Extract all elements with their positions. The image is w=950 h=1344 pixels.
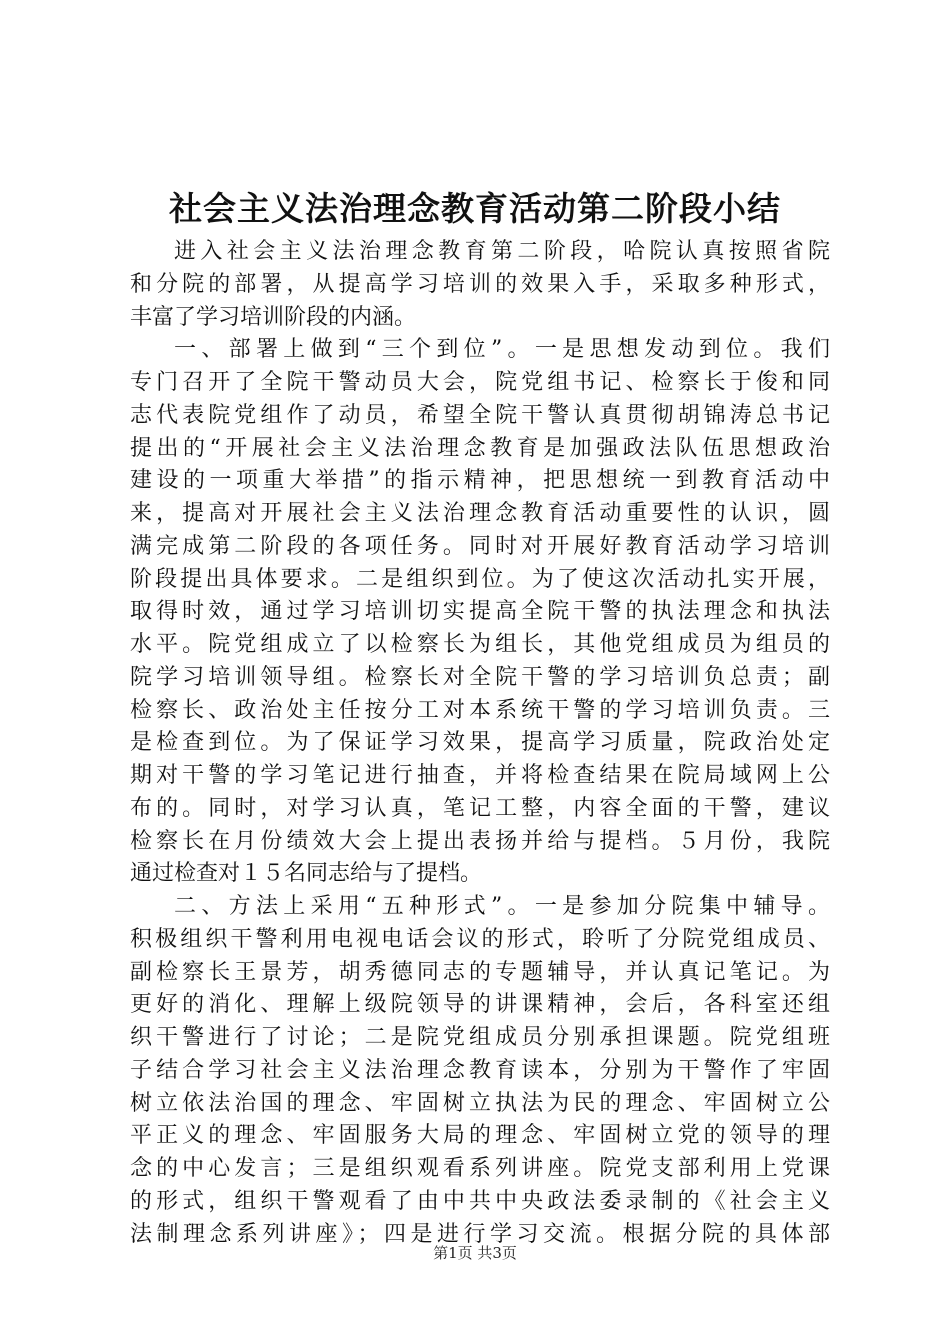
text-line: 织干警进行了讨论；二是院党组成员分别承担课题。院党组班	[130, 1025, 830, 1050]
text-line: 丰富了学习培训阶段的内涵。	[130, 304, 417, 330]
text-line: 更好的消化、理解上级院领导的讲课精神，会后，各科室还组	[130, 992, 830, 1018]
text-line: 副检察长王景芳，胡秀德同志的专题辅导，并认真记笔记。为	[130, 959, 830, 985]
text-line: 树立依法治国的理念、牢固树立执法为民的理念、牢固树立公	[130, 1090, 830, 1116]
text-line: 积极组织干警利用电视电话会议的形式，聆听了分院党组成员、	[130, 926, 830, 952]
text-line: 通过检查对１５名同志给与了提档。	[130, 861, 483, 887]
text-line: 期对干警的学习笔记进行抽查，并将检查结果在院局域网上公	[130, 763, 830, 788]
page-number-footer: 第1页 共3页	[433, 1244, 517, 1262]
text-line: 法制理念系列讲座》；四是进行学习交流。根据分院的具体部	[130, 1221, 830, 1247]
text-line: 志代表院党组作了动员，希望全院干警认真贯彻胡锦涛总书记	[130, 402, 830, 428]
text-line: 二、方法上采用“五种形式”。一是参加分院集中辅导。	[174, 894, 830, 919]
text-line: 来，提高对开展社会主义法治理念教育活动重要性的认识，圆	[130, 501, 830, 526]
text-line: 取得时效，通过学习培训切实提高全院干警的执法理念和执法	[130, 599, 830, 625]
text-line: 建设的一项重大举措”的指示精神，把思想统一到教育活动中	[130, 468, 830, 494]
document-body	[130, 236, 830, 1251]
text-line: 平正义的理念、牢固服务大局的理念、牢固树立党的领导的理	[130, 1123, 830, 1149]
text-line: 提出的“开展社会主义法治理念教育是加强政法队伍思想政治	[130, 435, 830, 461]
text-line: 检察长在月份绩效大会上提出表扬并给与提档。５月份，我院	[130, 828, 830, 854]
text-line: 布的。同时，对学习认真，笔记工整，内容全面的干警，建议	[130, 795, 830, 821]
text-line: 检察长、政治处主任按分工对本系统干警的学习培训负责。三	[130, 697, 830, 723]
text-line: 一、部署上做到“三个到位”。一是思想发动到位。我们	[174, 337, 830, 363]
text-line: 念的中心发言；三是组织观看系列讲座。院党支部利用上党课	[130, 1156, 830, 1181]
document-title: 社会主义法治理念教育活动第二阶段小结	[169, 189, 781, 228]
text-line: 和分院的部署，从提高学习培训的效果入手，采取多种形式，	[130, 271, 830, 297]
text-line: 水平。院党组成立了以检察长为组长，其他党组成员为组员的	[130, 632, 830, 657]
paragraph	[130, 236, 830, 334]
text-line: 院学习培训领导组。检察长对全院干警的学习培训负总责；副	[130, 664, 830, 690]
paragraph	[130, 891, 830, 1251]
text-line: 的形式，组织干警观看了由中共中央政法委录制的《社会主义	[130, 1188, 830, 1214]
text-line: 满完成第二阶段的各项任务。同时对开展好教育活动学习培训	[130, 533, 830, 559]
text-line: 阶段提出具体要求。二是组织到位。为了使这次活动扎实开展，	[130, 566, 830, 592]
text-line: 子结合学习社会主义法治理念教育读本，分别为干警作了牢固	[130, 1057, 830, 1083]
text-line: 进入社会主义法治理念教育第二阶段，哈院认真按照省院	[174, 239, 830, 264]
text-line: 专门召开了全院干警动员大会，院党组书记、检察长于俊和同	[130, 370, 830, 395]
paragraph	[130, 334, 830, 891]
text-line: 是检查到位。为了保证学习效果，提高学习质量，院政治处定	[130, 730, 830, 756]
